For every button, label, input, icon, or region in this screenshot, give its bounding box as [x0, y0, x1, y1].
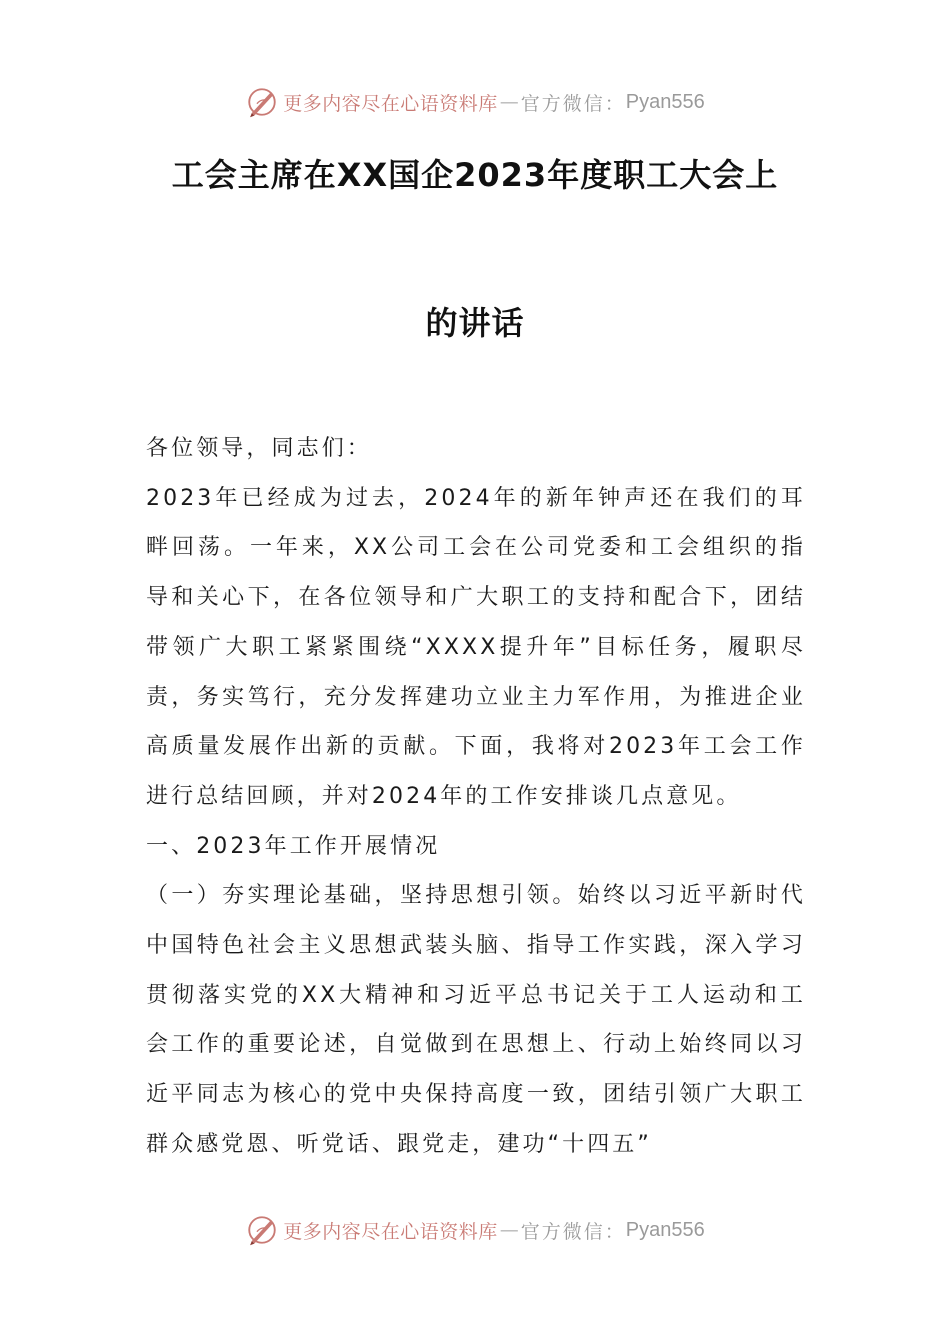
paragraph-subsection-1: （一）夯实理论基础，坚持思想引领。始终以习近平新时代中国特色社会主义思想武装头脑、指导工作实践，深入学习贯彻落实党的XX大精神和习近平总书记关于工人运动和工会工作的重要论述，自觉做到在思想上、行动上始终同以习近平同志为核心的党中央保持高度一致，团结引领广大职工群众感党恩、听党话、跟党走，建功“十四五” — [146, 883, 806, 1157]
section-heading-1: 一、2023年工作开展情况 — [146, 833, 441, 859]
pen-logo-icon — [245, 1213, 279, 1247]
watermark-text: 更多内容尽在心语资料库 — [283, 92, 498, 115]
watermark-text: 更多内容尽在心语资料库 — [283, 1220, 498, 1243]
salutation: 各位领导，同志们： — [146, 436, 372, 461]
header-watermark — [0, 82, 950, 122]
document-title-line-1: 工会主席在XX国企2023年度职工大会上 — [171, 156, 779, 194]
document-body — [146, 424, 806, 1170]
paragraph-intro: 2023年已经成为过去，2024年的新年钟声还在我们的耳畔回荡。一年来，XX公司工会在公司党委和工会组织的指导和关心下，在各位领导和广大职工的支持和配合下，团结带领广大职工紧紧围绕“XXXX提升年”目标任务，履职尽责，务实笃行，充分发挥建功立业主力军作用，为推进企业高质量发展作出新的贡献。下面，我将对2023年工会工作进行总结回顾，并对2024年的工作安排谈几点意见。 — [146, 485, 806, 809]
watermark-label: 官方微信： — [520, 1220, 626, 1243]
watermark-wechat-id: Pyan556 — [625, 1218, 705, 1241]
watermark-label: 官方微信： — [520, 92, 626, 115]
footer-watermark — [0, 1210, 950, 1250]
watermark-dash: — — [499, 91, 519, 113]
watermark-wechat-id: Pyan556 — [625, 90, 705, 113]
pen-logo-icon — [245, 85, 279, 119]
watermark-dash: — — [499, 1219, 519, 1241]
document-title-line-2: 的讲话 — [425, 304, 525, 342]
